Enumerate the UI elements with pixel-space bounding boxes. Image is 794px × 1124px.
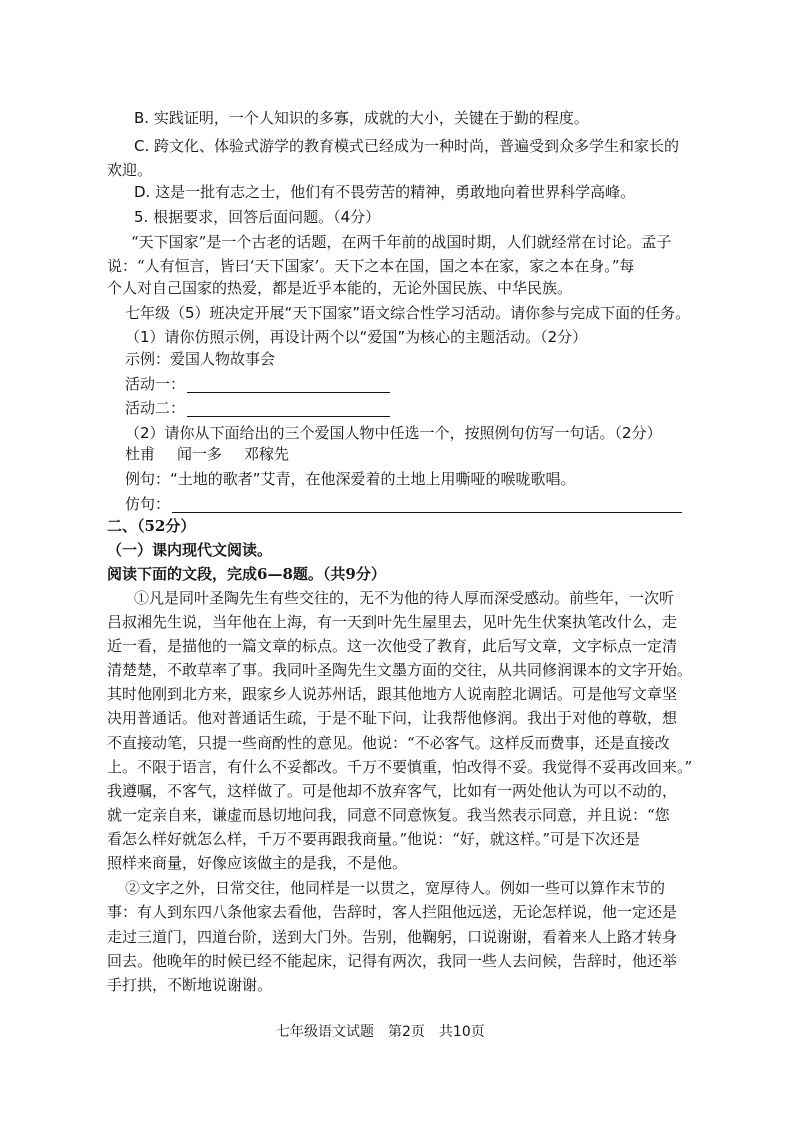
activity-2-row: [125, 396, 390, 420]
passage-p1-line: 近一看，是描他的一篇文章的标点。这一次他受了教育，此后写文章，文字标点一定清: [107, 637, 678, 655]
q5-material-line2: 说：“人有恒言，皆曰‘天下国家’。天下之本在国，国之本在家，家之本在身。”每: [107, 257, 635, 275]
passage-p1-line: 上。不限于语言，有什么不妥都改。千万不要慎重，怕改得不妥。我觉得不妥再改回来。”: [107, 758, 693, 776]
section-2-part-1: （一）课内现代文阅读。: [107, 541, 273, 559]
passage-p2-line: ②文字之外，日常交往，他同样是一以贯之，宽厚待人。例如一些可以算作末节的: [125, 879, 666, 897]
q4-option-d: D. 这是一批有志之士，他们有不畏劳苦的精神，勇敢地向着世界科学高峰。: [134, 183, 636, 201]
passage-p1-line: 决用普通话。他对普通话生疏，于是不耻下问，让我帮他修润。我出于对他的尊敬，想: [107, 709, 678, 727]
activity-1-row: [125, 372, 390, 396]
passage-p1-line: 吕叔湘先生说，当年他在上海，有一天到叶先生屋里去，见叶先生伏案执笔改什么，走: [107, 613, 678, 631]
passage-p1-line: 我遵嘱，不客气，这样做了。可是他却不放弃客气，比如有一两处他认为可以不动的，: [107, 782, 678, 800]
figure-du-fu: 杜甫: [125, 445, 156, 463]
patriotic-figures: [125, 442, 289, 466]
q5-stem: 5. 根据要求，回答后面问题。（4分）: [134, 208, 381, 226]
q5-example: 示例：爱国人物故事会: [125, 350, 276, 368]
activity-1-answer-line[interactable]: [187, 374, 390, 393]
page-footer: 七年级语文试题 第2页 共10页: [276, 1024, 485, 1040]
passage-p2-line: 手打拱，不断地说谢谢。: [107, 976, 273, 994]
passage-p2-line: 回去。他晚年的时候已经不能起床，记得有两次，我同一些人去问候，告辞时，他还举: [107, 952, 678, 970]
imitate-row: [125, 492, 682, 516]
q5-material-line3: 个人对自己国家的热爱，都是近乎本能的，无论外国民族、中华民族。: [107, 279, 573, 297]
q5-subquestion-2: （2）请你从下面给出的三个爱国人物中任选一个，按照例句仿写一句话。（2分）: [125, 424, 662, 442]
imitate-label: 仿句：: [125, 495, 171, 513]
figure-deng-jiaxian: 邓稼先: [244, 445, 290, 463]
figure-wen-yiduo: 闻一多: [177, 445, 223, 463]
passage-p1-line: 清楚楚，不敢草率了事。我同叶圣陶先生文墨方面的交往，从共同修润课本的文字开始。: [107, 661, 693, 679]
passage-p1-line: 不直接动笔，只提一些商酌性的意见。他说：“不必客气。这样反而费事，还是直接改: [107, 734, 670, 752]
q5-sample-sentence: 例句：“土地的歌者”艾青，在他深爱着的土地上用嘶哑的喉咙歌唱。: [125, 470, 576, 488]
section-2-heading: 二、（52分）: [107, 517, 196, 535]
q5-task: 七年级（5）班决定开展“天下国家”语文综合性学习活动。请你参与完成下面的任务。: [125, 304, 691, 322]
imitate-answer-line[interactable]: [172, 494, 682, 513]
passage-p2-line: 走过三道门，四道台阶，送到大门外。告别，他鞠躬，口说谢谢，看着来人上路才转身: [107, 928, 678, 946]
q4-option-c-line1: C. 跨文化、体验式游学的教育模式已经成为一种时尚，普遍受到众多学生和家长的: [134, 137, 680, 155]
q5-material-line1: “天下国家”是一个古老的话题，在两千年前的战国时期，人们就经常在讨论。孟子: [131, 233, 672, 251]
passage-p1-line: 其时他刚到北方来，跟家乡人说苏州话，跟其他地方人说南腔北调话。可是他写文章坚: [107, 685, 678, 703]
q5-subquestion-1: （1）请你仿照示例，再设计两个以“爱国”为核心的主题活动。（2分）: [125, 328, 588, 346]
activity-1-label: 活动一：: [125, 375, 186, 393]
passage-p1-line: 看怎么样好就怎么样，千万不要再跟我商量。”他说：“好，就这样。”可是下次还是: [107, 830, 641, 848]
q4-option-c-line2: 欢迎。: [107, 161, 153, 179]
section-2-instruction: 阅读下面的文段，完成6—8题。（共9分）: [107, 565, 386, 583]
q4-option-b: B. 实践证明，一个人知识的多寡，成就的大小，关键在于勤的程度。: [134, 109, 589, 127]
passage-p1-line: 照样来商量，好像应该做主的是我，不是他。: [107, 854, 408, 872]
passage-p2-line: 事：有人到东四八条他家去看他，告辞时，客人拦阻他远送，无论怎样说，他一定还是: [107, 903, 678, 921]
activity-2-label: 活动二：: [125, 399, 186, 417]
passage-p1-line: 就一定亲自来，谦虚而恳切地问我，同意不同意恢复。我当然表示同意，并且说：“您: [107, 806, 670, 824]
activity-2-answer-line[interactable]: [187, 398, 390, 417]
passage-p1-line: ①凡是同叶圣陶先生有些交往的，无不为他的待人厚而深受感动。前些年，一次听: [134, 589, 675, 607]
